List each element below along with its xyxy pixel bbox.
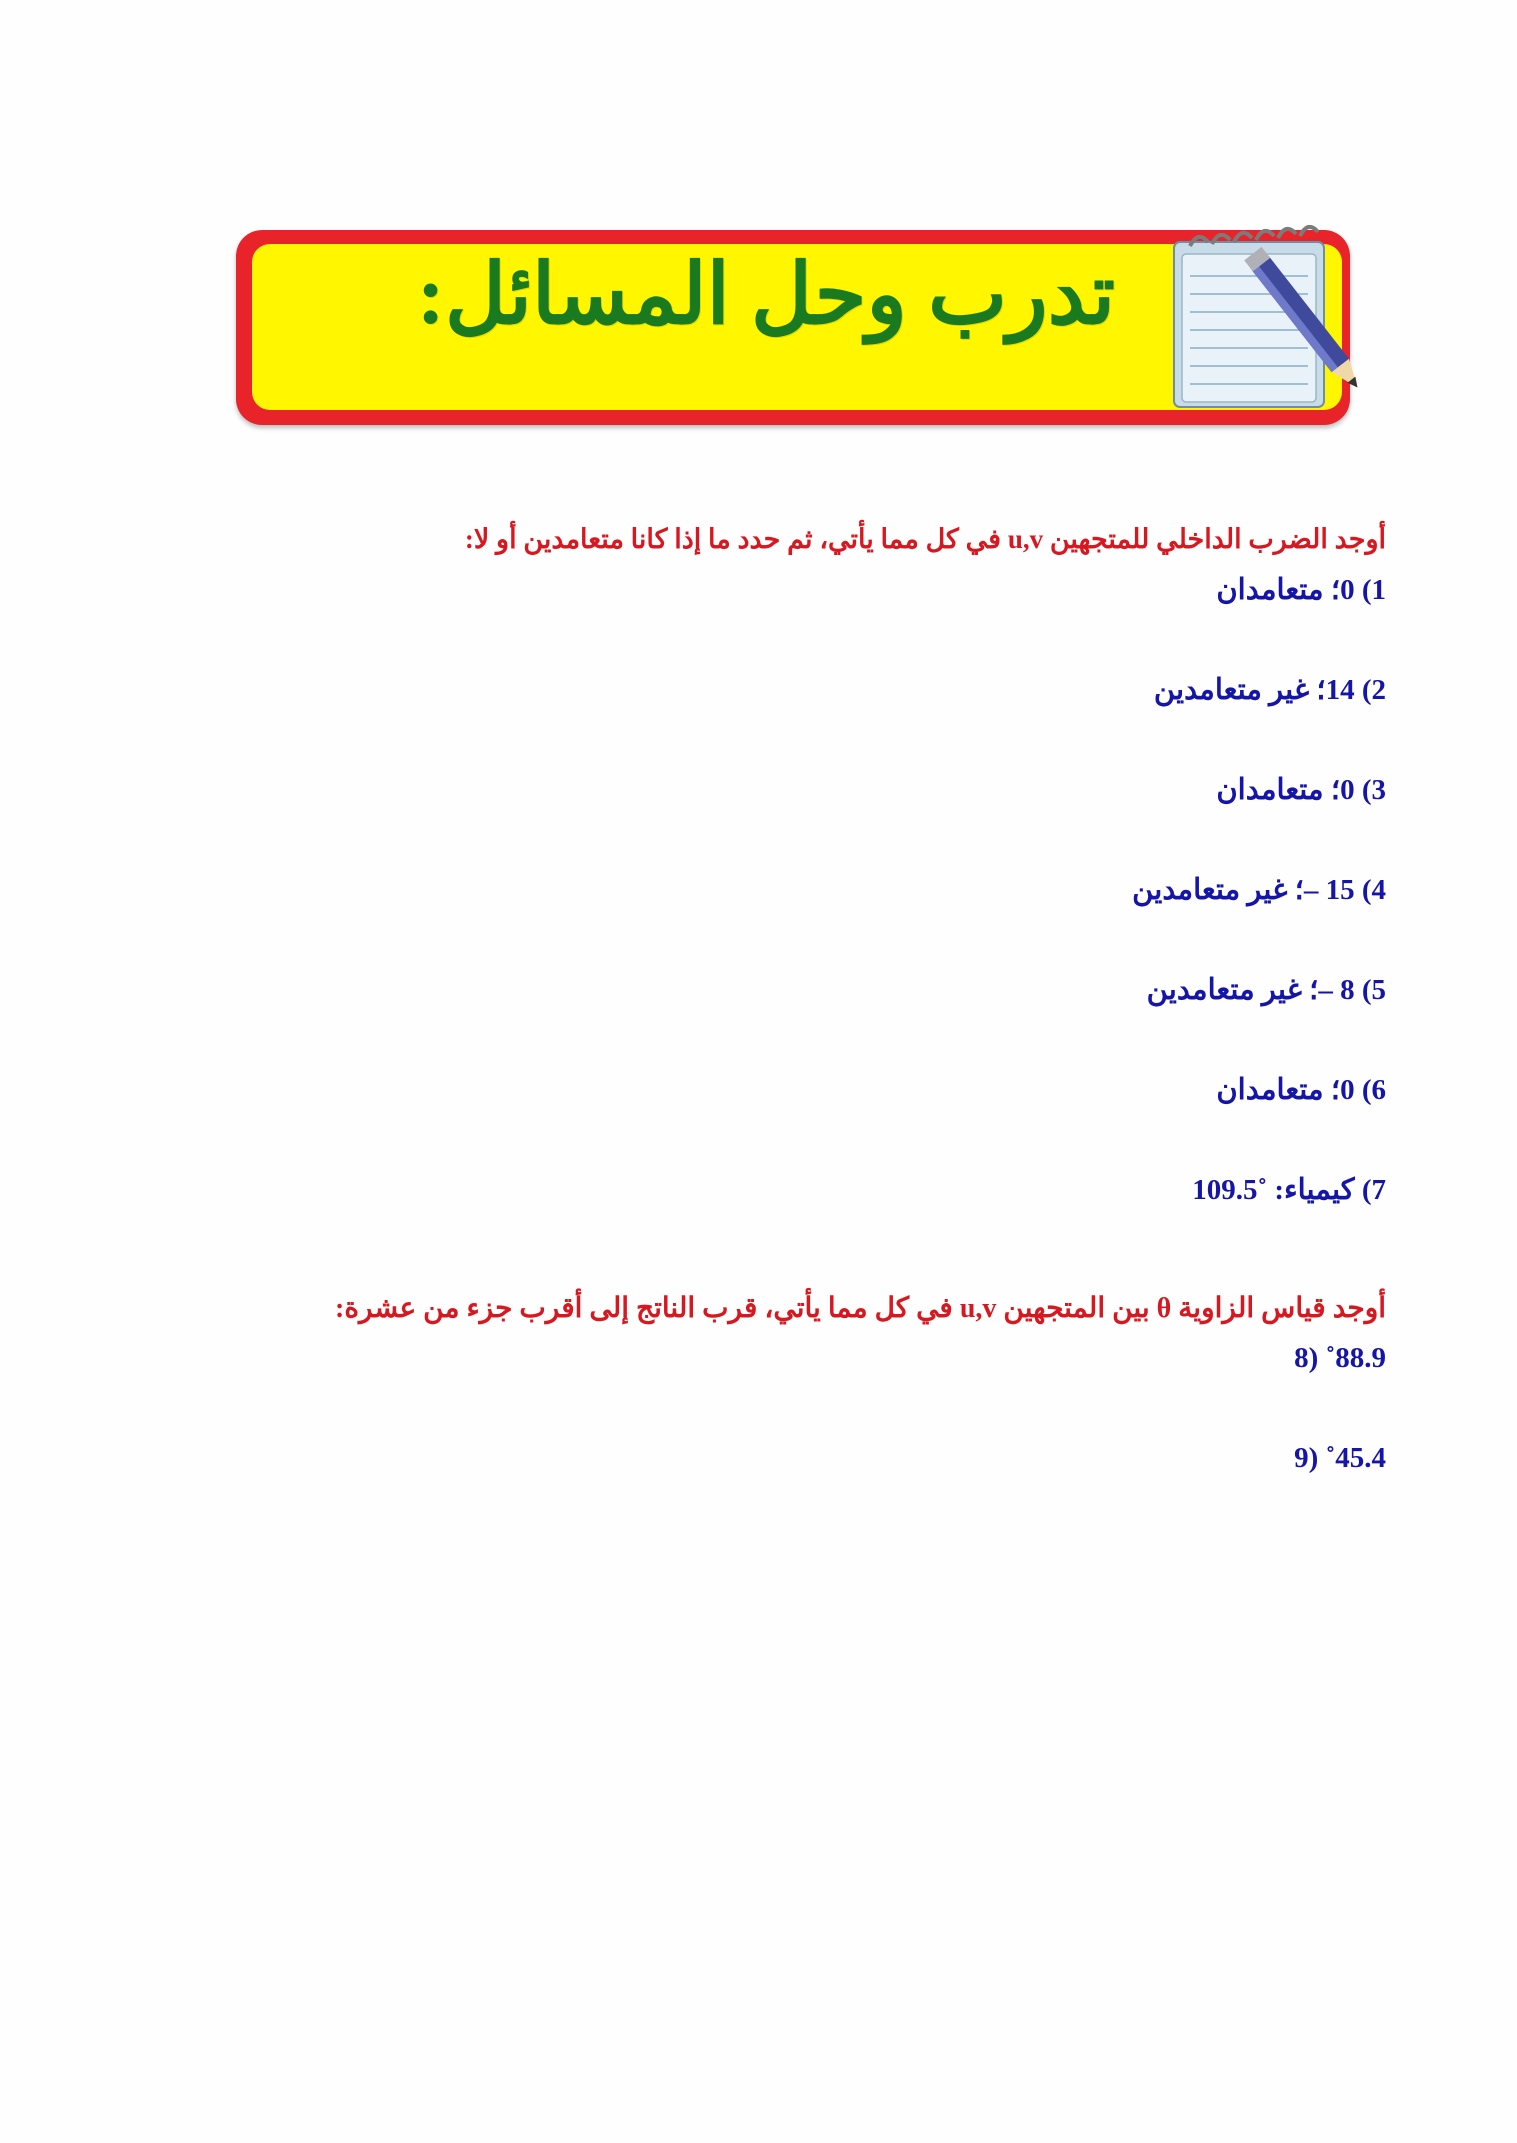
section1-prompt: أوجد الضرب الداخلي للمتجهين u,v في كل مما يأتي، ثم حدد ما إذا كانا متعامدين أو لا: bbox=[464, 524, 1386, 554]
section2-prompt: أوجد قياس الزاوية θ بين المتجهين u,v في كل مما يأتي، قرب الناتج إلى أقرب جزء من عشرة: bbox=[335, 1293, 1386, 1325]
title-banner bbox=[236, 222, 1386, 437]
answer-item-4: 4) 15 –؛ غير متعامدين bbox=[1132, 874, 1386, 907]
answer-item-9: 45.4˚ (9 bbox=[1294, 1441, 1386, 1474]
answer-item-1: 1) 0؛ متعامدان bbox=[1216, 574, 1386, 607]
answer-item-8: 88.9˚ (8 bbox=[1294, 1341, 1386, 1374]
answer-item-6: 6) 0؛ متعامدان bbox=[1216, 1074, 1386, 1107]
answer-item-7: 7) كيمياء: ˚109.5 bbox=[1192, 1174, 1386, 1207]
answer-item-2: 2) 14؛ غير متعامدين bbox=[1153, 674, 1386, 707]
answer-item-3: 3) 0؛ متعامدان bbox=[1216, 774, 1386, 807]
page-title: تدرب وحل المسائل: bbox=[416, 249, 1116, 342]
answer-item-5: 5) 8 –؛ غير متعامدين bbox=[1146, 974, 1386, 1007]
document-content bbox=[236, 520, 1386, 1541]
